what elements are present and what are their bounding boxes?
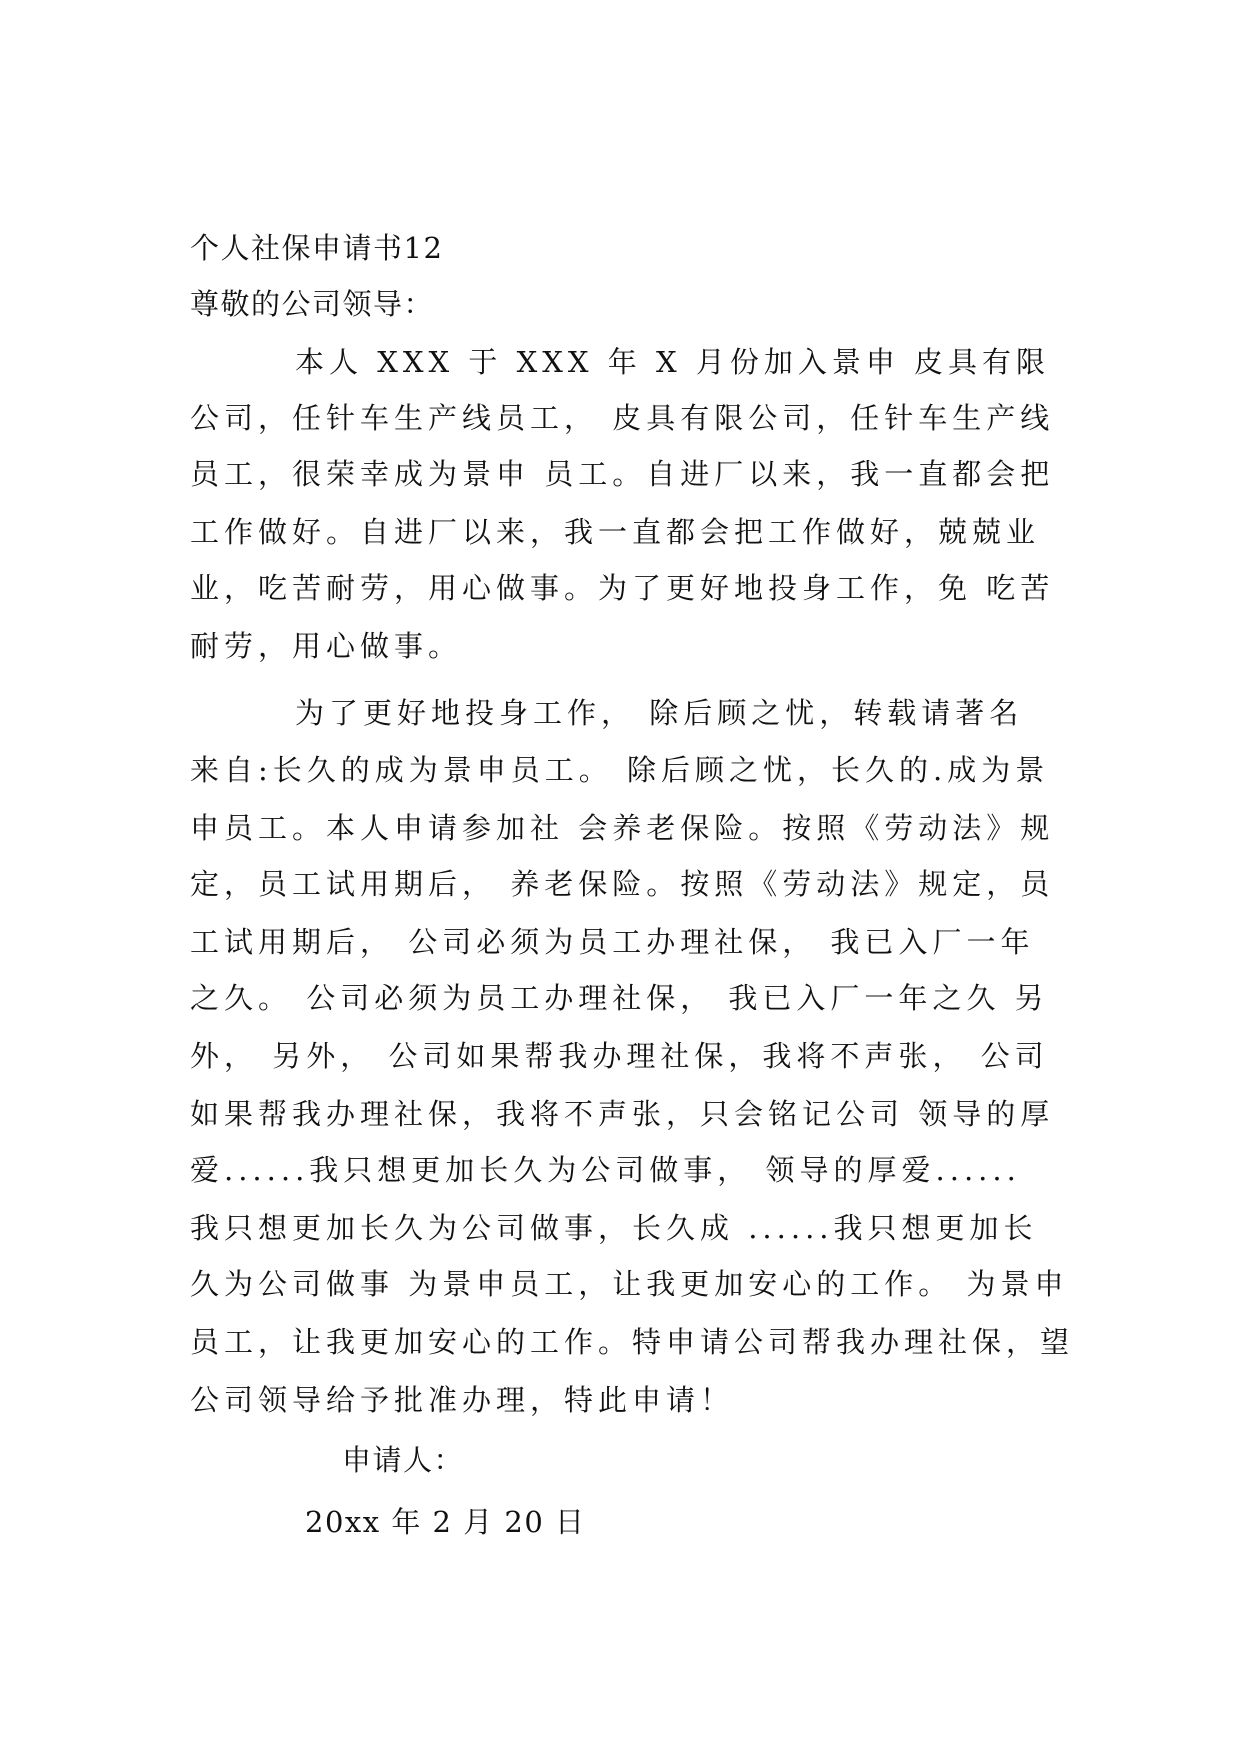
paragraph1-line: 业，吃苦耐劳，用心做事。为了更好地投身工作，免 吃苦 <box>190 571 1055 605</box>
paragraph1-line: 耐劳，用心做事。 <box>190 629 463 663</box>
paragraph2-line: 公司领导给予批准办理，特此申请！ <box>190 1383 735 1417</box>
paragraph2-line: 我只想更加长久为公司做事，长久成 ......我只想更加长 <box>190 1211 1038 1245</box>
paragraph2-line: 为了更好地投身工作， 除后顾之忧，转载请著名 <box>295 696 1024 730</box>
salutation: 尊敬的公司领导： <box>190 287 435 321</box>
paragraph2-line: 爱......我只想更加长久为公司做事， 领导的厚爱...... <box>190 1153 1021 1187</box>
document-title: 个人社保申请书12 <box>190 231 444 265</box>
paragraph2-line: 久为公司做事 为景申员工，让我更加安心的工作。 为景申 <box>190 1267 1069 1301</box>
paragraph2-line: 工试用期后， 公司必须为员工办理社保， 我已入厂一年 <box>190 925 1035 959</box>
paragraph1-line: 工作做好。自进厂以来，我一直都会把工作做好，兢兢业 <box>190 515 1041 549</box>
paragraph1-line: 员工，很荣幸成为景申 员工。自进厂以来，我一直都会把 <box>190 457 1055 491</box>
paragraph2-line: 来自:长久的成为景申员工。 除后顾之忧，长久的.成为景 <box>190 753 1050 787</box>
applicant-label: 申请人： <box>342 1443 465 1477</box>
paragraph2-line: 申员工。本人申请参加社 会养老保险。按照《劳动法》规 <box>190 811 1055 845</box>
paragraph2-line: 员工，让我更加安心的工作。特申请公司帮我办理社保，望 <box>190 1325 1075 1359</box>
paragraph2-line: 如果帮我办理社保，我将不声张，只会铭记公司 领导的厚 <box>190 1097 1055 1131</box>
application-date: 20xx 年 2 月 20 日 <box>305 1505 586 1539</box>
paragraph1-line: 本人 XXX 于 XXX 年 X 月份加入景申 皮具有限 <box>295 345 1051 379</box>
paragraph2-line: 定，员工试用期后， 养老保险。按照《劳动法》规定，员 <box>190 867 1055 901</box>
paragraph1-line: 公司，任针车生产线员工， 皮具有限公司，任针车生产线 <box>190 401 1055 435</box>
paragraph2-line: 之久。 公司必须为员工办理社保， 我已入厂一年之久 另 <box>190 981 1049 1015</box>
paragraph2-line: 外， 另外， 公司如果帮我办理社保，我将不声张， 公司 <box>190 1039 1049 1073</box>
